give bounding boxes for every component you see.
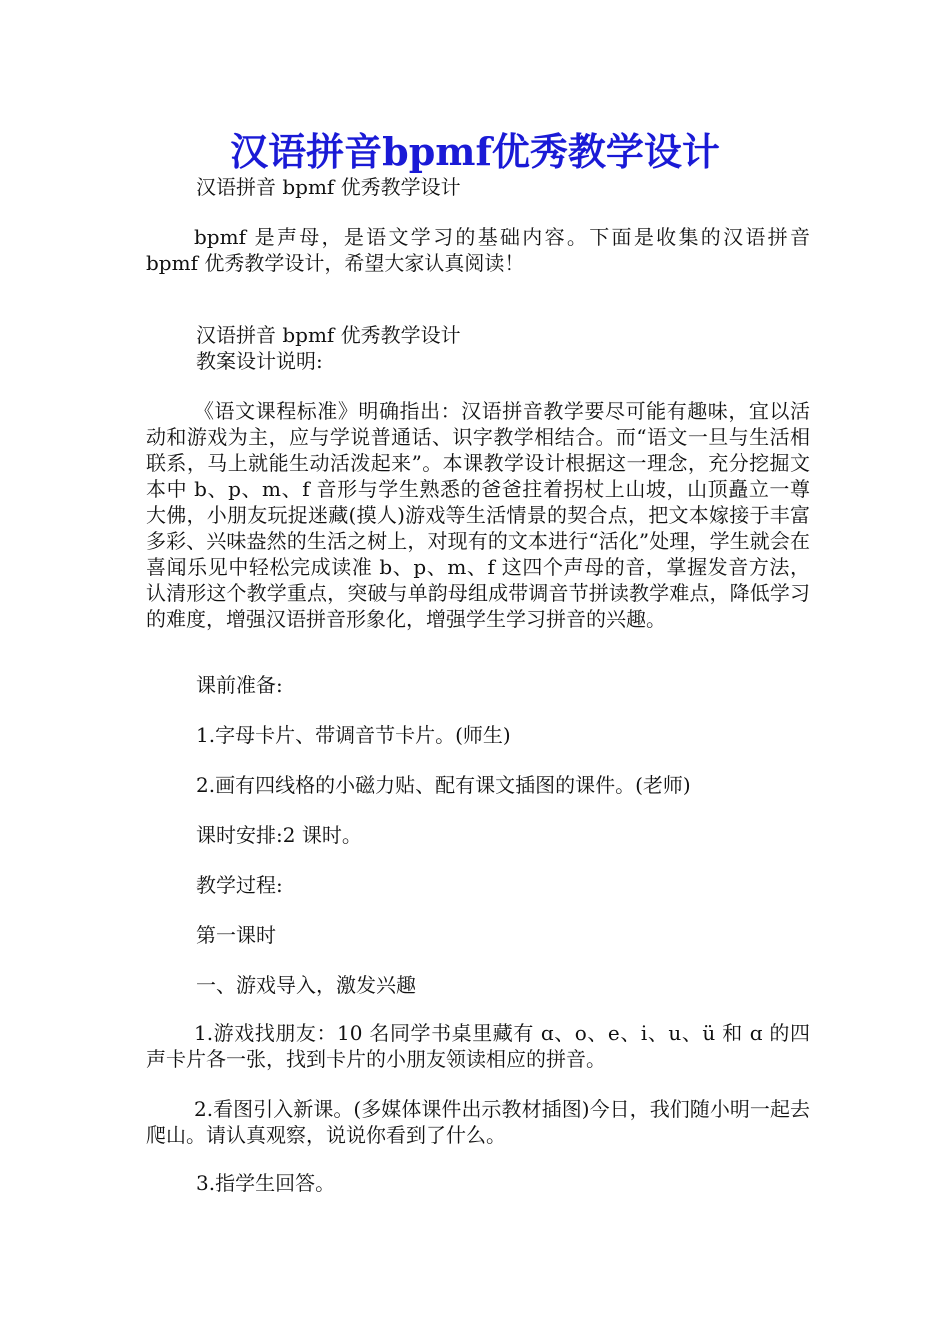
intro-paragraph: bpmf 是声母，是语文学习的基础内容。下面是收集的汉语拼音 bpmf 优秀教学设计，希望大家认真阅读！	[146, 225, 817, 275]
step-1-paragraph: 1.游戏找朋友：10 名同学书桌里藏有 ɑ、o、e、i、u、ü 和 ɑ 的四声卡片各一张，找到卡片的小朋友领读相应的拼音。	[146, 1021, 810, 1071]
prep-item-2: 2.画有四线格的小磁力贴、配有课文插图的课件。(老师)	[196, 773, 691, 797]
process-label: 教学过程:	[196, 873, 283, 897]
design-note-label: 教案设计说明:	[196, 349, 323, 373]
prep-item-1: 1.字母卡片、带调音节卡片。(师生)	[196, 723, 511, 747]
step-3-paragraph: 3.指学生回答。	[196, 1171, 336, 1195]
step-2-paragraph: 2.看图引入新课。(多媒体课件出示教材插图)今日，我们随小明一起去爬山。请认真观察，说说你看到了什么。	[146, 1097, 810, 1147]
design-note-paragraph: 《语文课程标准》明确指出：汉语拼音教学要尽可能有趣味，宜以活动和游戏为主，应与学说普通话、识字教学相结合。而“语文一旦与生活相联系，马上就能生动活泼起来”。本课教学设计根据这一理念，充分挖掘文本中 b、p、m、f 音形与学生熟悉的爸爸拄着拐杖上山坡，山顶矗立一尊大佛，小朋友玩捉迷藏(摸人)游戏等生活情景的契合点，把文本嫁接于丰富多彩、兴味盎然的生活之树上，对现有的文本进行“活化”处理，学生就会在喜闻乐见中轻松完成读准 b、p、m、f 这四个声母的音，掌握发音方法，认清形这个教学重点，突破与单韵母组成带调音节拼读教学难点，降低学习的难度，增强汉语拼音形象化，增强学生学习拼音的兴趣。	[146, 399, 810, 631]
document-title: 汉语拼音bpmf优秀教学设计	[230, 129, 720, 174]
lesson-heading: 第一课时	[196, 923, 276, 947]
schedule: 课时安排:2 课时。	[196, 823, 362, 847]
heading-repeat: 汉语拼音 bpmf 优秀教学设计	[196, 323, 461, 347]
section-heading: 一、游戏导入，激发兴趣	[196, 973, 416, 997]
prep-label: 课前准备:	[196, 673, 283, 697]
subtitle: 汉语拼音 bpmf 优秀教学设计	[196, 175, 461, 199]
